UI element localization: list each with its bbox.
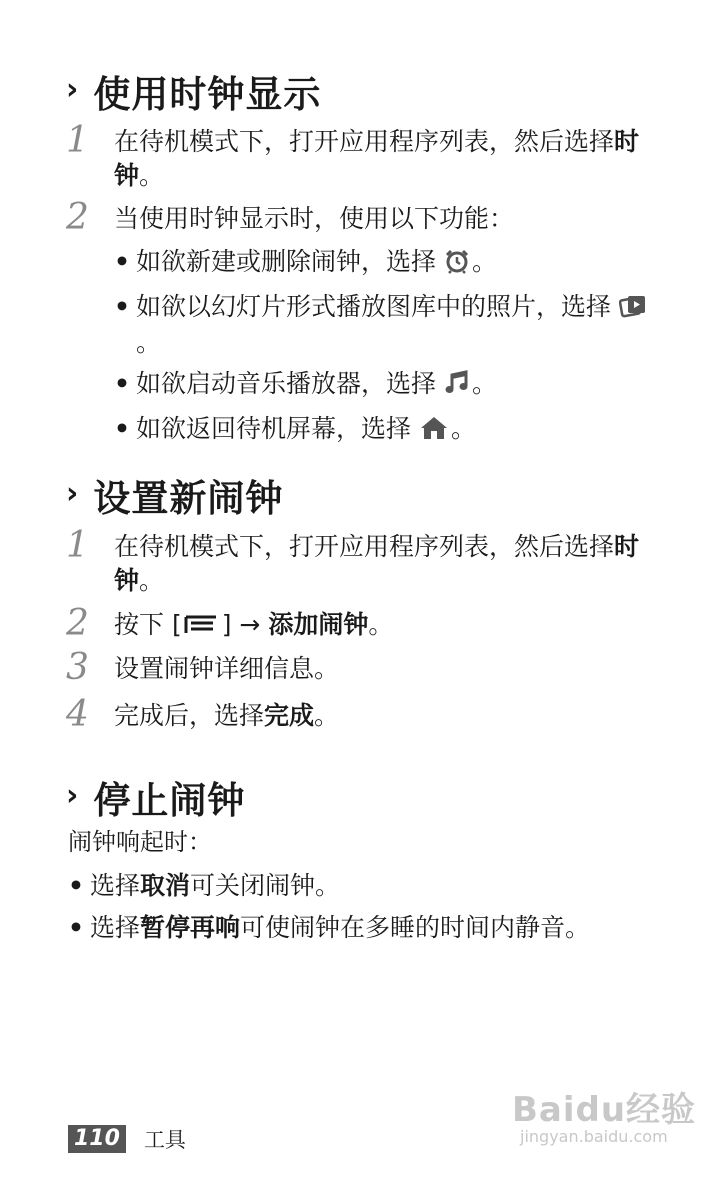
menu-key-icon (182, 611, 222, 633)
step-2 (66, 197, 674, 238)
step-end: 。 (139, 566, 165, 595)
list-item-label: 如欲启动音乐播放器，选择 (136, 369, 437, 398)
step-end: 。 (368, 610, 394, 639)
step-bold: 完成 (264, 701, 315, 730)
watermark-url: jingyan.baidu.com (520, 1127, 668, 1146)
list-item-label: 如欲返回待机屏幕，选择 (136, 414, 412, 443)
page-footer (68, 1124, 186, 1154)
step-text-main: 在待机模式下，打开应用程序列表，然后选择 (114, 127, 615, 156)
list-item (114, 368, 674, 404)
step-number: 2 (66, 197, 89, 238)
bullet-dot: • (68, 913, 84, 942)
step-text (114, 530, 674, 598)
list-item (114, 246, 674, 282)
list-item-label: 如欲新建或删除闹钟，选择 (136, 247, 437, 276)
step-text (114, 125, 674, 193)
bullet-dot: • (114, 247, 130, 276)
bullet-dot: • (68, 871, 84, 900)
list-item (68, 870, 688, 902)
list-item (114, 413, 674, 449)
list-item-end: 。 (136, 328, 162, 357)
list-item-text (90, 912, 590, 944)
step-number: 2 (66, 603, 89, 644)
list-item-post: 可使闹钟在多睡的时间内静音。 (240, 913, 591, 942)
bullet-dot: • (114, 292, 130, 321)
list-item (114, 291, 674, 359)
chevron-icon: › (66, 777, 80, 813)
list-item-end: 。 (451, 414, 477, 443)
step-number: 1 (66, 525, 89, 566)
step-text (114, 608, 674, 642)
list-item-label: 如欲以幻灯片形式播放图库中的照片，选择 (136, 292, 612, 321)
section-title-text: 设置新闹钟 (93, 477, 284, 520)
step-number: 3 (66, 647, 89, 688)
step-text-main: 完成后，选择 (114, 701, 265, 730)
list-item-post: 可关闭闹钟。 (190, 871, 341, 900)
list-item-bold: 取消 (140, 871, 191, 900)
step-text-post: ] → (221, 610, 269, 639)
page-number: 110 (68, 1125, 126, 1153)
step-text-main: 在待机模式下，打开应用程序列表，然后选择 (114, 532, 615, 561)
section-title-set-alarm (66, 468, 283, 522)
chevron-icon: › (66, 71, 80, 107)
section-title-text: 使用时钟显示 (93, 73, 322, 116)
stop-alarm-list (68, 870, 688, 954)
step-text: 当使用时钟显示时，使用以下功能： (114, 204, 515, 233)
step-bold: 时钟 (114, 127, 640, 190)
chapter-name: 工具 (143, 1128, 186, 1152)
stop-alarm-intro: 闹钟响起时： (68, 828, 212, 856)
step-bold: 添加闹钟 (268, 610, 369, 639)
step-text (114, 699, 674, 733)
list-item-end: 。 (472, 247, 498, 276)
list-item-end: 。 (472, 369, 498, 398)
baidu-watermark (512, 1082, 696, 1146)
step-text-pre: 按下 [ (114, 610, 182, 639)
step-bold: 时钟 (114, 532, 640, 595)
slideshow-icon (619, 293, 647, 327)
section-title-text: 停止闹钟 (93, 779, 246, 822)
list-item-pre: 选择 (90, 871, 141, 900)
bullet-dot: • (114, 369, 130, 398)
section-title-clock-display (66, 64, 321, 118)
chevron-icon: › (66, 475, 80, 511)
list-item-text (136, 246, 497, 282)
music-note-icon (444, 370, 470, 404)
step-4 (66, 694, 674, 735)
step-1 (66, 120, 674, 193)
home-icon (419, 415, 449, 449)
watermark-logo: Baidu经验 (512, 1090, 697, 1130)
step-2 (66, 603, 674, 644)
list-item-text (136, 413, 476, 449)
list-item-pre: 选择 (90, 913, 141, 942)
list-item-text (90, 870, 340, 902)
list-item-bold: 暂停再响 (140, 913, 241, 942)
alarm-clock-icon (444, 248, 470, 282)
step-end: 。 (314, 701, 340, 730)
list-item-text (136, 368, 497, 404)
list-item (68, 912, 688, 944)
clock-function-list (114, 246, 674, 458)
step-1 (66, 525, 674, 598)
step-number: 4 (66, 694, 89, 735)
section-title-stop-alarm (66, 770, 245, 824)
step-end: 。 (139, 161, 165, 190)
step-number: 1 (66, 120, 89, 161)
bullet-dot: • (114, 414, 130, 443)
list-item-text (136, 291, 674, 359)
step-3 (66, 647, 674, 688)
step-text: 设置闹钟详细信息。 (114, 654, 340, 683)
